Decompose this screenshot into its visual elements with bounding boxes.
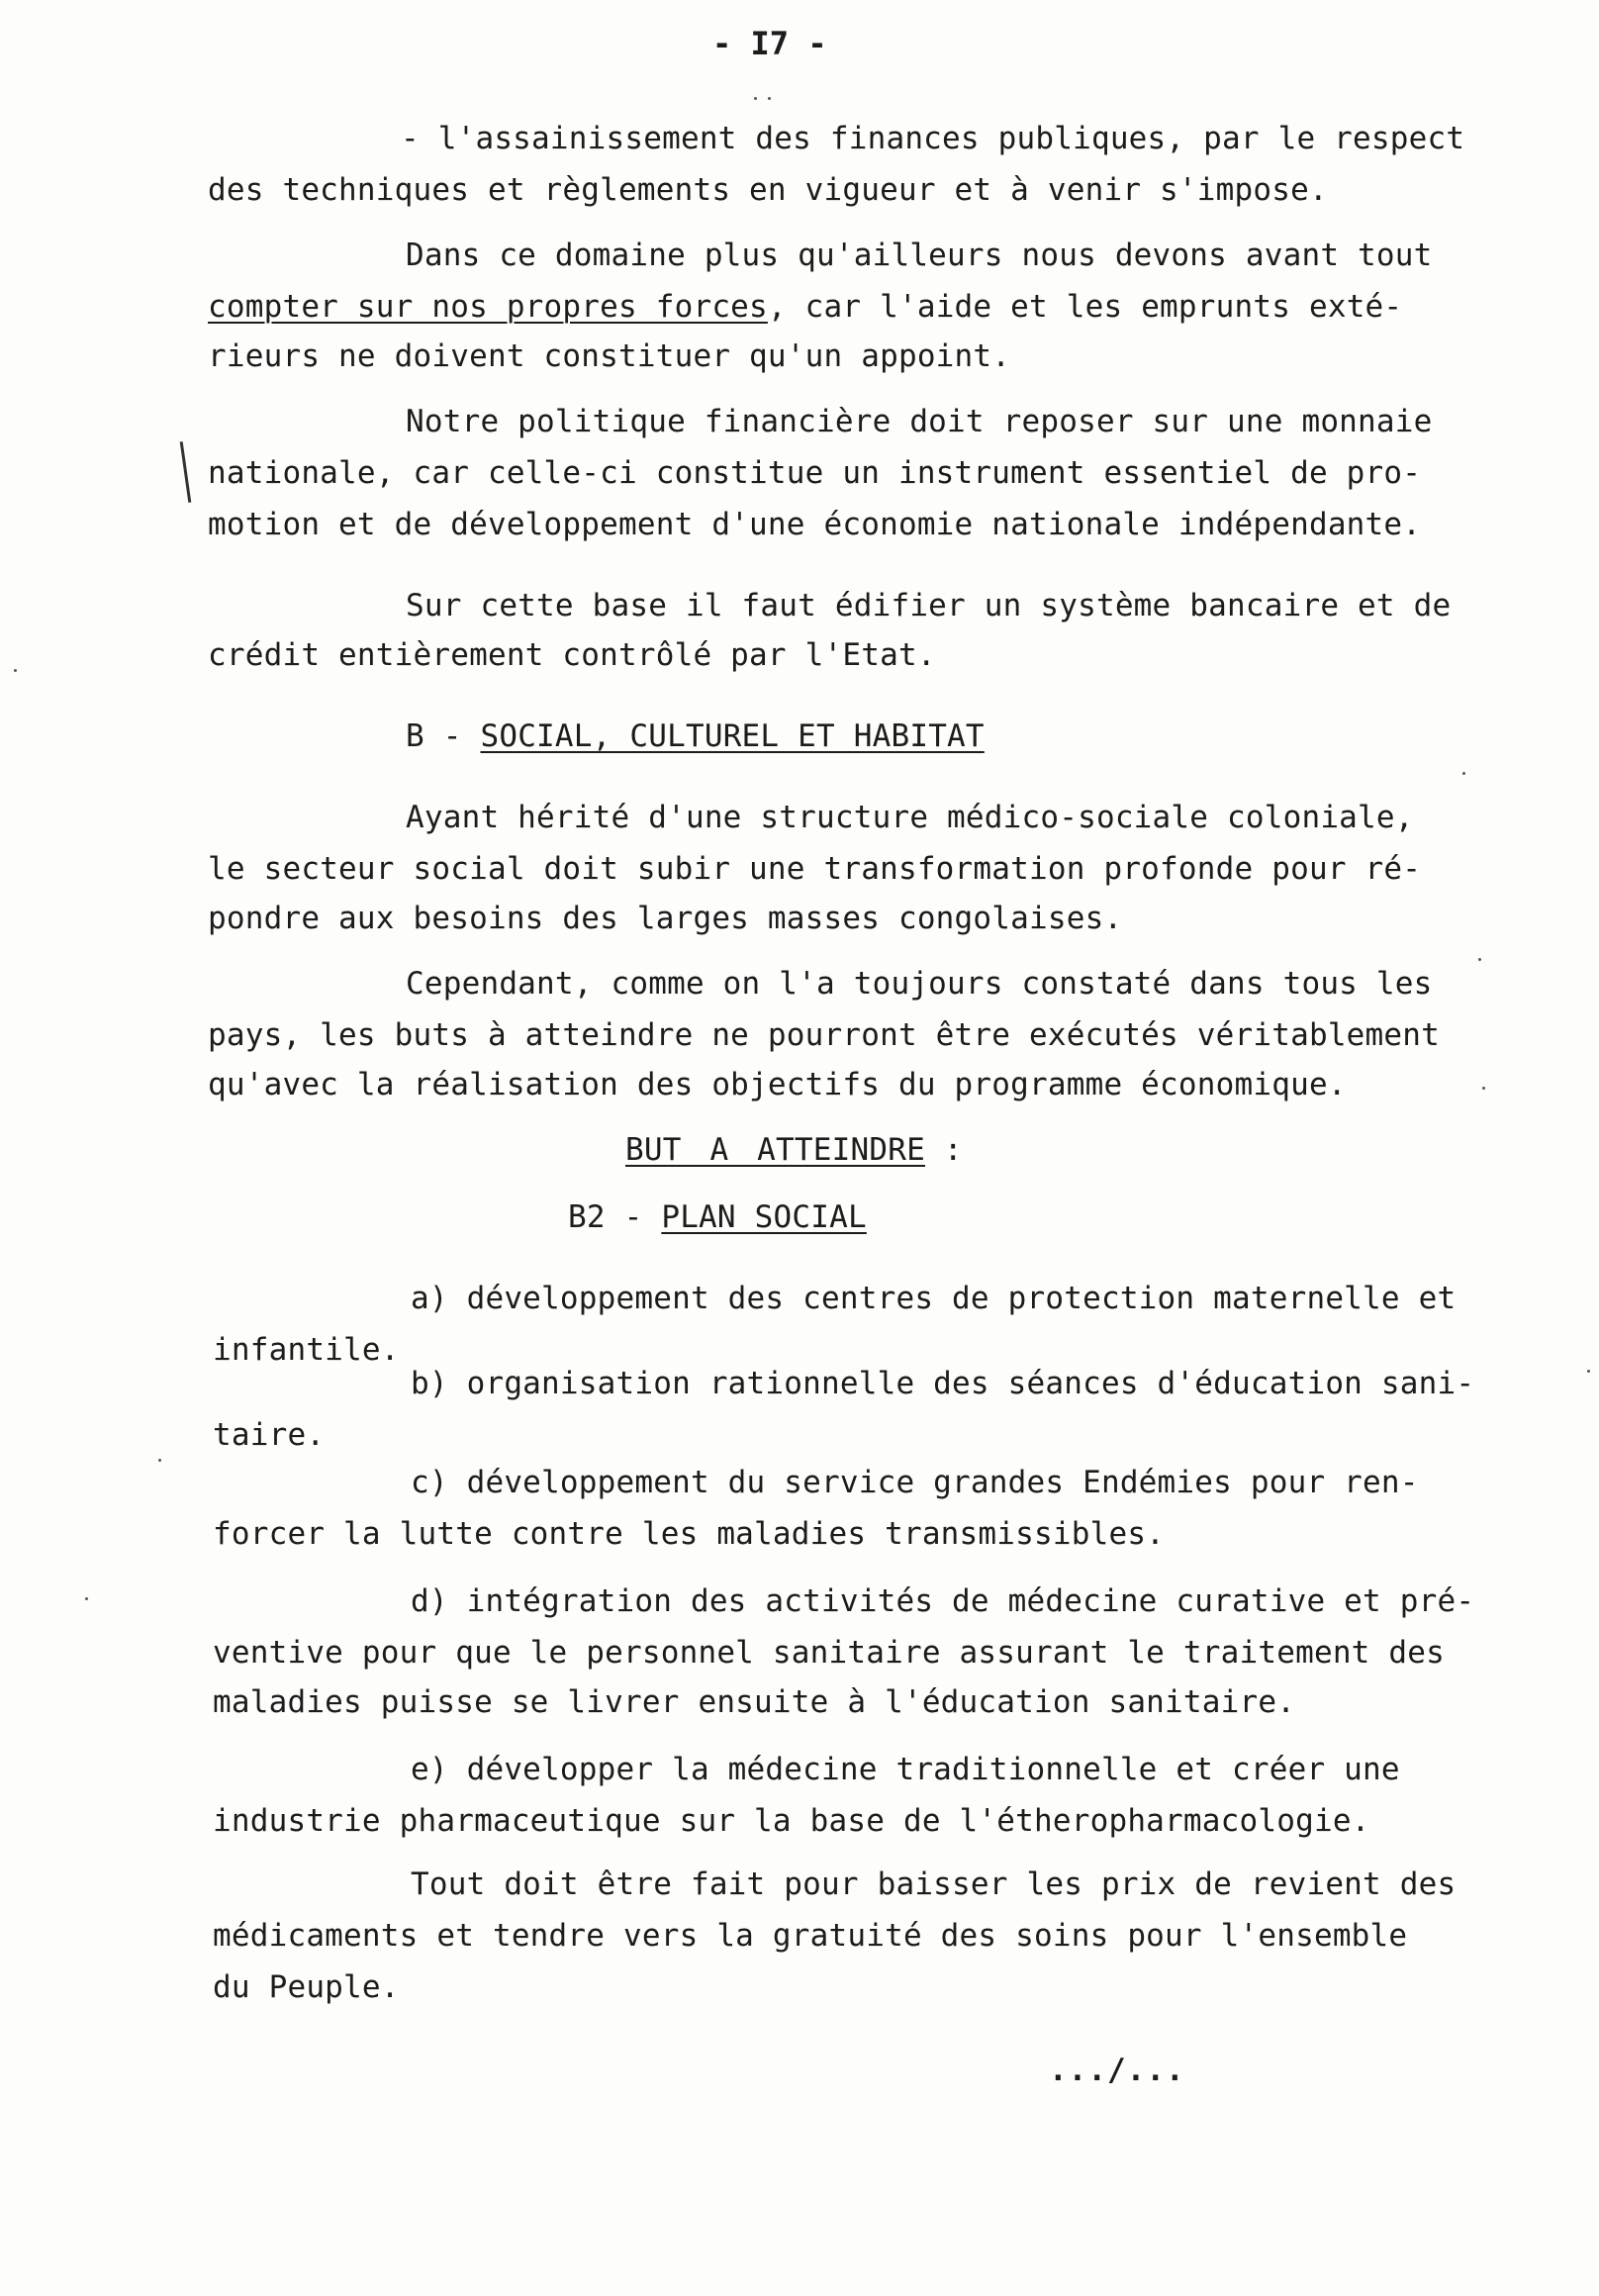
scan-speck xyxy=(1462,772,1465,775)
section-title: SOCIAL, CULTUREL ET HABITAT xyxy=(480,718,985,754)
text-line: Notre politique financière doit reposer sur une monnaie xyxy=(406,404,1433,439)
text-line: compter sur nos propres forces, car l'aide et les emprunts exté- xyxy=(208,289,1403,325)
list-item-c: c) développement du service grandes Endémies pour ren- xyxy=(411,1465,1419,1500)
plan-title: PLAN SOCIAL xyxy=(661,1199,867,1235)
list-item-a: a) développement des centres de protection maternelle et xyxy=(411,1281,1457,1316)
goal-heading: BUT A ATTEINDRE : xyxy=(625,1132,963,1168)
scan-speck xyxy=(85,1597,88,1600)
scan-speck xyxy=(1482,1087,1485,1090)
text-line: Cependant, comme on l'a toujours constaté dans tous les xyxy=(406,966,1433,1002)
text-line: nationale, car celle-ci constitue un instrument essentiel de pro- xyxy=(208,455,1422,491)
underlined-phrase: compter sur nos propres forces xyxy=(208,289,768,325)
text-line: infantile. xyxy=(213,1332,400,1368)
text-line: ventive pour que le personnel sanitaire assurant le traitement des xyxy=(213,1635,1445,1671)
plan-heading: B2 - PLAN SOCIAL xyxy=(568,1199,867,1235)
text-line: des techniques et règlements en vigueur et à venir s'impose. xyxy=(208,172,1328,208)
text-line: pondre aux besoins des larges masses congolaises. xyxy=(208,901,1123,936)
text-line: taire. xyxy=(213,1417,326,1453)
scan-speck xyxy=(158,1459,161,1462)
text-line: industrie pharmaceutique sur la base de l'étheropharmacologie. xyxy=(213,1803,1370,1839)
scan-speck xyxy=(768,97,771,100)
text-line: Sur cette base il faut édifier un système bancaire et de xyxy=(406,588,1452,623)
text-line: crédit entièrement contrôlé par l'Etat. xyxy=(208,637,936,673)
goal-title: BUT A ATTEINDRE xyxy=(625,1132,925,1168)
text-line: Dans ce domaine plus qu'ailleurs nous devons avant tout xyxy=(406,238,1433,273)
text-line: le secteur social doit subir une transformation profonde pour ré- xyxy=(208,851,1422,887)
text-line: forcer la lutte contre les maladies transmissibles. xyxy=(213,1516,1166,1552)
continuation-marker: .../... xyxy=(1049,2053,1185,2088)
scan-speck xyxy=(1587,1370,1590,1373)
page-number: - I7 - xyxy=(712,25,827,62)
scan-speck xyxy=(14,669,17,672)
text-line: Tout doit être fait pour baisser les prix de revient des xyxy=(411,1866,1457,1902)
list-item-b: b) organisation rationnelle des séances d'éducation sani- xyxy=(411,1366,1475,1401)
scan-speck xyxy=(1478,958,1481,961)
text-line: motion et de développement d'une économie nationale indépendante. xyxy=(208,507,1422,542)
text-line: - l'assainissement des finances publiques, par le respect xyxy=(401,121,1465,156)
text-line: qu'avec la réalisation des objectifs du programme économique. xyxy=(208,1067,1347,1102)
text-line: maladies puisse se livrer ensuite à l'éducation sanitaire. xyxy=(213,1684,1296,1720)
text-line: médicaments et tendre vers la gratuité des soins pour l'ensemble xyxy=(213,1918,1408,1954)
text-line: du Peuple. xyxy=(213,1969,400,2005)
list-item-d: d) intégration des activités de médecine curative et pré- xyxy=(411,1583,1475,1619)
list-item-e: e) développer la médecine traditionnelle et créer une xyxy=(411,1752,1400,1787)
section-heading-b: B - SOCIAL, CULTUREL ET HABITAT xyxy=(406,718,985,754)
margin-bracket-mark xyxy=(180,441,192,503)
text-line: pays, les buts à atteindre ne pourront être exécutés véritablement xyxy=(208,1017,1440,1053)
text-line: Ayant hérité d'une structure médico-sociale coloniale, xyxy=(406,800,1414,835)
text-line: rieurs ne doivent constituer qu'un appoint. xyxy=(208,338,1011,374)
scan-speck xyxy=(754,97,757,100)
